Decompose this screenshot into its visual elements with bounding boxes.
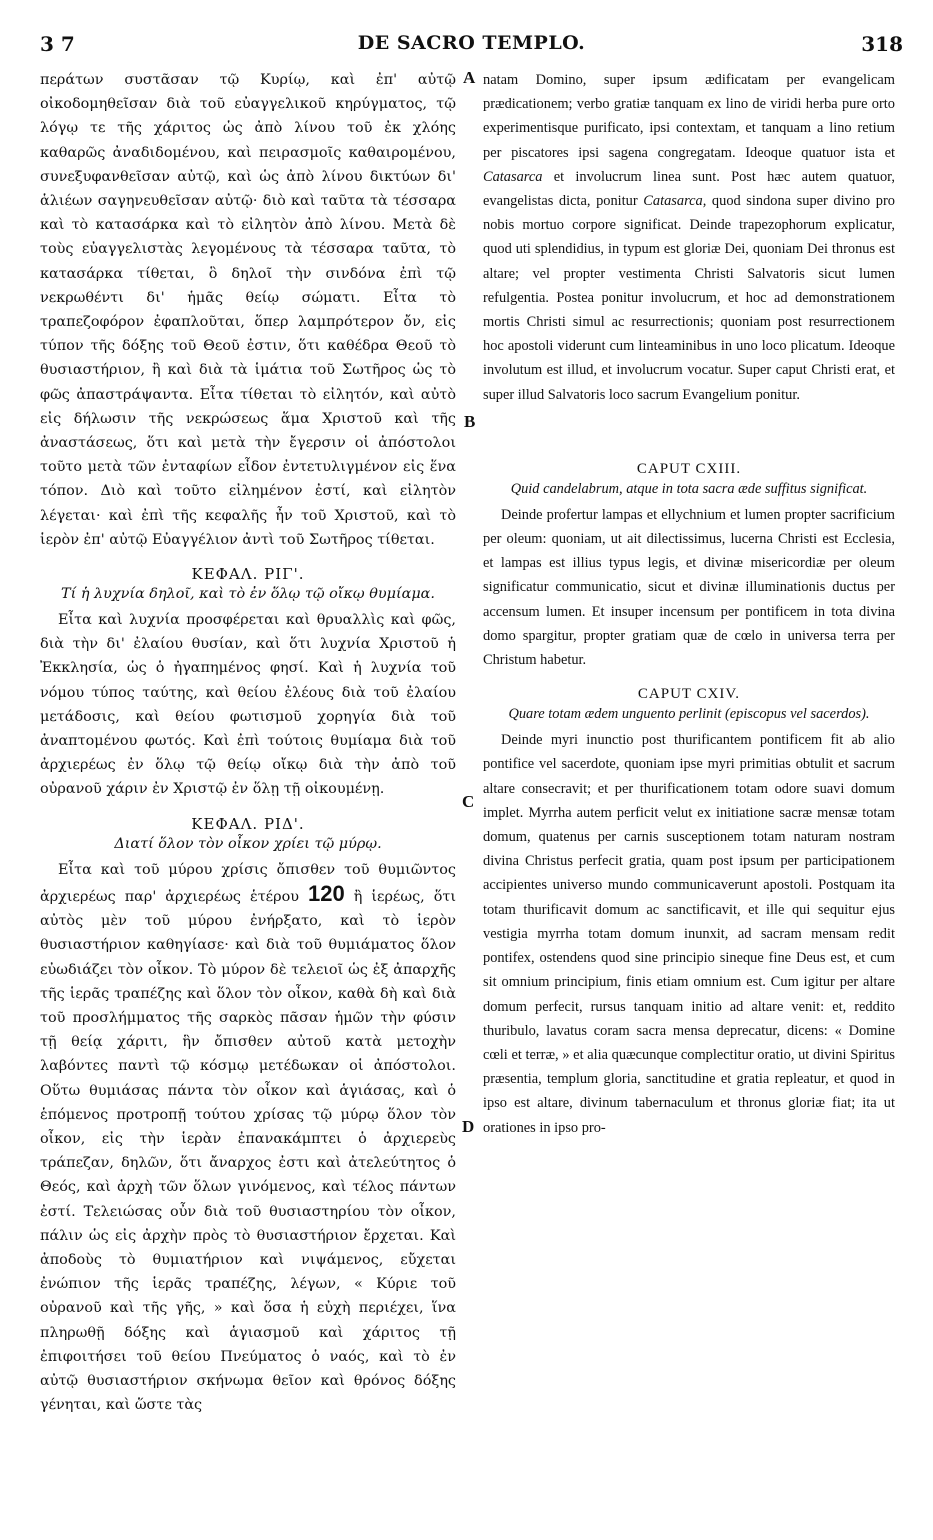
running-head [40, 32, 903, 54]
latin-chapter-subtitle-114 [483, 705, 895, 724]
margin-letter-d: D [462, 1117, 475, 1136]
latin-paragraph-1 [483, 68, 895, 407]
column-number-left: 3 7 [40, 32, 75, 56]
latin-column [483, 68, 895, 1140]
catasarca-term-2: Catasarca, [643, 193, 707, 210]
greek-paragraph-3 [40, 858, 456, 1418]
latin-paragraph-1-c: quod sindona super divino pro nobis mortuo corpore significat. Deinde trapezophorum explicatur, quod uti splendidius, in typum est gloriæ Dei, quoniam Dei thronus est altare; vel propter vestimenta Christi Salvatoris sicut lumen refulgentia. Postea ponitur involucrum, et hoc ad demonstrationem mortis Christi simul ac resurrectionis; quoniam post resurrectionem hoc apostoli viderunt cum linteaminibus in uno loco plicatum. Ideoque involutum est illud, et involucrum vocatur. Super caput Christi erat, et super illud Salvatoris loco sacrum Evangelium ponitur. [483, 193, 895, 403]
greek-chapter-heading-114: ΚΕΦΑΛ. ΡΙΔ'. [191, 814, 305, 833]
latin-subtitle-114-note: (episcopus vel sacerdos). [724, 706, 870, 723]
latin-paragraph-2: Deinde profertur lampas et ellychnium et lumen propter sacrificium per oleum: quoniam, ut ait dilectissimus, lucerna Christi est Ecclesia, et lampas est illius typus legis, et divinæ misericordiæ per oleum significatur communicatio, sicut et divinæ illuminationis ductus per accensum lumen. Et insuper incensum per pontificem in tota divina domo spargitur, propter gratiam quæ de cœlo in universa terra per Christum habetur. [483, 506, 895, 669]
margin-letter-b: B [464, 412, 476, 431]
margin-letter-c: C [462, 792, 475, 811]
greek-column [40, 68, 456, 1417]
greek-paragraph-3-start: Εἶτα καὶ τοῦ μύρου χρίσις ὄπισθεν τοῦ θυμιῶντος ἀρχιερέως παρ' ἀρχιερέως ἑτέρου [40, 861, 456, 905]
greek-paragraph-1: περάτων συστᾶσαν τῷ Κυρίῳ, καὶ ἐπ' αὐτῷ οἰκοδομηθεῖσαν διὰ τοῦ εὐαγγελικοῦ κηρύγματος, τῷ λόγῳ τε τῆς χάριτος ὡς ἀπὸ λίνου τοῦ ἐκ χλόης καθαρῶς ἀναδιδομένου, καὶ πειρασμοῖς καθαιρομένου, συνεξυφανθεῖσαν αὐτῷ, καὶ ὡς ἀπὸ λίνου δικτύων δι' ἁλιέων σαγηνευθεῖσαν αὐτῷ· διὸ καὶ ταῦτα τὰ τέσσαρα καὶ τὸ κατασάρκα καὶ τὸ εἰλητὸν ἀπὸ λίνου. Μετὰ δὲ τοὺς εὐαγγελιστὰς λεγομένους τὰ τέσσαρα ταῦτα, τὸ κατασάρκα τίθεται, ὃ δηλοῖ τὴν σινδόνα ἐπὶ τῷ νεκρωθέντι δι' ἡμᾶς θείῳ σώματι. Εἶτα τὸ τραπεζοφόρον ἐφαπλοῦται, ὅπερ λαμπρότερον ὄν, εἰς τύπον τῆς δόξης τοῦ Θεοῦ ἐστιν, ὅτι καθέδρα Θεοῦ τὸ θυσιαστήριον, ἢ καὶ διὰ τὰ ἱμάτια τοῦ Σωτῆρος ὡς τὸ φῶς ἀπαστράψαντα. Εἶτα τίθεται τὸ εἰλητόν, καὶ αὐτὸ εἰς δήλωσιν τῆς νεκρώσεως ἅμα Χριστοῦ καὶ τῆς ἀναστάσεως, ὅτι καὶ μετὰ τὴν ἔγερσιν οἱ ἀπόστολοι τοῦτο μετὰ τῶν ἐνταφίων εἶδον ἐντετυλιγμένον εἰς ἕνα τόπον. Διὸ καὶ τοῦτο εἰλημένον ἐστί, καὶ εἰλητὸν λέγεται· καὶ ἐπὶ τῆς κεφαλῆς ἦν τοῦ Χριστοῦ, καὶ τὸ ἱερὸν ἐπ' αὐτῷ Εὐαγγέλιον ἀντὶ τοῦ Σωτῆρος τίθεται. [40, 72, 456, 548]
greek-paragraph-2: Εἶτα καὶ λυχνία προσφέρεται καὶ θρυαλλὶς καὶ φῶς, διὰ τὴν δι' ἐλαίου θυσίαν, καὶ ὅτι λυχνία Χριστοῦ ἡ Ἐκκλησία, ὡς ὁ ἠγαπημένος φησί. Καὶ ἡ λυχνία τοῦ νόμου τύπος ταύτης, καὶ θείου ἐλέους διὰ τοῦ ἐλαίου μετάδοσις, καὶ θείου φωτισμοῦ χορηγία διὰ τοῦ ἀναπτομένου φωτός. Καὶ ἐπὶ τούτοις θυμίαμα διὰ τοῦ ἀρχιερέως ἐν ὅλῳ τῷ θείῳ οἴκῳ διὰ τὴν ἀπὸ τοῦ οὐρανοῦ χάριν ἐν Χριστῷ ἐν ὅλῃ τῇ οἰκουμένῃ. [40, 612, 456, 798]
latin-subtitle-114-main: Quare totam ædem unguento perlinit [508, 706, 722, 723]
column-marker-number: 120 [308, 880, 345, 906]
greek-chapter-subtitle-113: Τί ἡ λυχνία δηλοῖ, καὶ τὸ ἐν ὅλῳ τῷ οἴκῳ θυμίαμα. [61, 586, 435, 603]
latin-paragraph-1-b: et involucrum linea sunt. Post hæc autem quatuor, evangelistas dicta, ponitur [483, 168, 895, 210]
latin-chapter-subtitle-113: Quid candelabrum, atque in tota sacra æde suffitus significat. [510, 480, 868, 497]
page-number: 318 [861, 32, 903, 56]
latin-chapter-heading-113: CAPUT CXIII. [636, 460, 742, 477]
latin-chapter-heading-114: CAPUT CXIV. [637, 686, 741, 703]
latin-paragraph-1-a: natam Domino, super ipsum ædificatam per evangelicam prædicationem; verbo gratiæ tanquam ex lino de viridi herba pure orto experimentisque purificato, ipsi contextam, et tanquam a lino retium per piscatores ipsi sagena congregatam. Ideoque quatuor ista et [483, 72, 895, 161]
greek-chapter-heading-113: ΚΕΦΑΛ. ΡΙΓ'. [191, 565, 305, 584]
greek-paragraph-3-rest: ἢ ἱερέως, ὅτι αὐτὸς μὲν τοῦ μύρου ἐνήρξατο, καὶ τὸ ἱερὸν θυσιαστήριον καθηγίασε· καὶ διὰ τοῦ θυμιάματος ὅλον εὐωδιάζει τὸν οἶκον. Τὸ μύρον δὲ τελειοῖ ὡς ἐξ ἀπαρχῆς τῆς ἱερᾶς τραπέζης καὶ ὅλον τὸν οἶκον, καθὰ δὴ καὶ διὰ τοῦ προσλήμματος τῆς σαρκὸς πᾶσαν ἡμῶν τὴν φύσιν τῇ θείᾳ χάριτι, ἣν ὄπισθεν αὐτοῦ κατὰ μετοχὴν λαβόντες παντὶ τῷ κόσμῳ μετέδωκαν οἱ ἀπόστολοι. Οὕτω θυμιάσας πάντα τὸν οἶκον καὶ ἁγιάσας, καὶ ὁ ἑπόμενος προτροπῇ τούτου χρίσας τῷ μύρῳ ὅλον τὸν οἶκον, εἰς τὴν ἱερὰν ἐπανακάμπτει ὁ ἀρχιερεὺς τράπεζαν, δηλῶν, ὅτι ἄναρχος ἐστι καὶ ἀτελεύτητος ὁ Θεός, καὶ ἀρχὴ τῶν ὅλων γινόμενος, καὶ τέλος πάντων ἐστί. Τελειώσας οὖν διὰ τοῦ θυσιαστηρίου τὸν οἶκον, πάλιν ὡς εἰς ἀρχὴν πρὸς τὸ θυσιαστήριον ἔρχεται. Καὶ ἀποδοὺς τὸ θυμιατήριον καὶ νιψάμενος, εὔχεται ἐνώπιον τῆς ἱερᾶς τραπέζης, λέγων, « Κύριε τοῦ οὐρανοῦ καὶ τῆς γῆς, » καὶ ὅσα ἡ εὐχὴ περιέχει, ἵνα πληρωθῇ δόξης καὶ ἁγιασμοῦ καὶ χάριτος τῇ ἐπιφοιτήσει τοῦ θείου Πνεύματος ὁ ναός, καὶ τὸ ἐν αὐτῷ θυσιαστήριον σκήνωμα θεῖον καὶ θρόνος δόξης γένηται, καὶ ὥστε τὰς [40, 888, 456, 1414]
catasarca-term: Catasarca [483, 168, 543, 185]
latin-paragraph-3: Deinde myri inunctio post thurificantem pontificem fit ab alio pontifice vel sacerdote, quoniam ipse myri primitias obtulit et sacrum altare consecravit; et per thurificationem totam odore suavi domum implet. Myrrha autem perficit velut ex initiatione sacræ mensæ totam domum, quatenus per carnis susceptionem totam naturam nostram divina Christus perfecit gratia, quam post ipsum per participationem accipientes universo mundo communicaverunt apostoli. Postquam ita totam thurificavit domum ac sanctificavit, et ille qui sequitur ejus vestigia myrrha totam domum inunxit, ad sacram mensam redit pontifex, ostendens quod sine principio sineque fine Deus est, et cum sit omnium principium, finis etiam omnium est. Cum igitur per altare domum perfecit, rursus tanquam initio ad altare venit: et, reddito thuribulo, lavatus coram sacra mensa deprecatur, dicens: « Domine cœli et terræ, » et alia quæcunque complectitur oratio, ut divini Spiritus præsentia, templum gloria, sanctitudine et gratia repleatur, et quod in ipso est altare, divinum tabernaculum et thronus gloriæ fiat; ita ut orationes in ipso pro- [483, 732, 895, 1136]
greek-chapter-subtitle-114: Διατί ὅλον τὸν οἶκον χρίει τῷ μύρῳ. [114, 835, 382, 852]
running-title: DE SACRO TEMPLO. [357, 32, 586, 54]
margin-letter-a: A [463, 68, 476, 87]
